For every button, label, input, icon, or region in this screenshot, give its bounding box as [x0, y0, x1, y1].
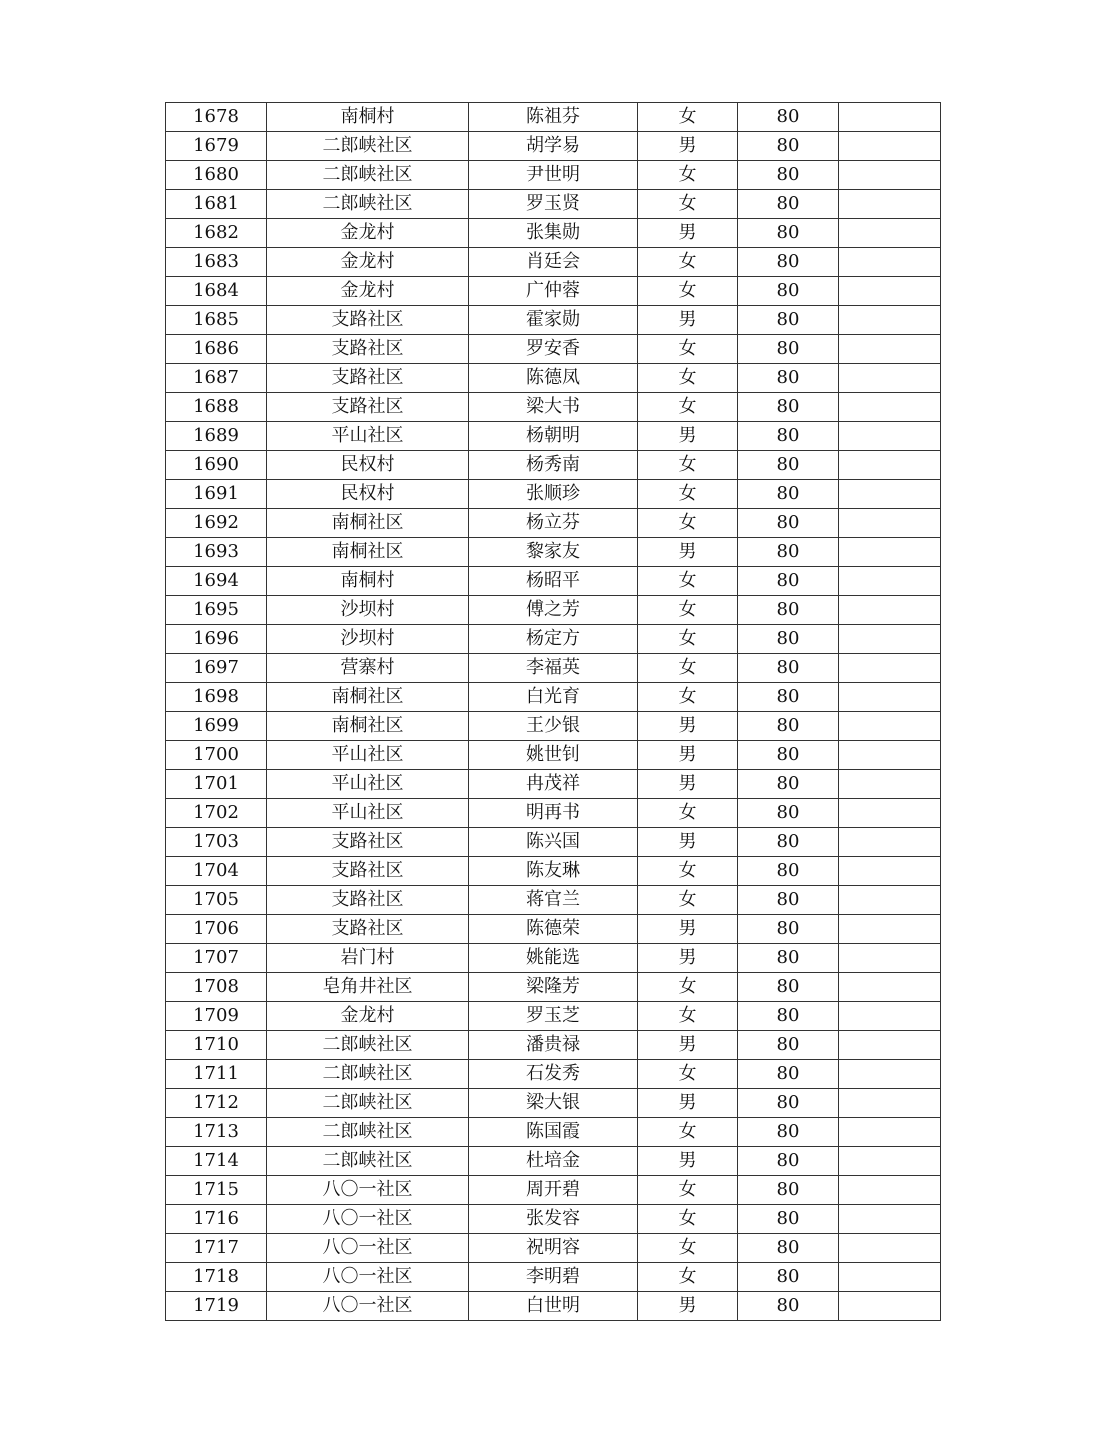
table-row: [166, 1031, 941, 1060]
remark-cell: [839, 828, 941, 857]
gender-cell: 男: [638, 306, 738, 335]
community-cell: 支路社区: [267, 335, 469, 364]
gender-cell: 男: [638, 1031, 738, 1060]
remark-cell: [839, 973, 941, 1002]
name-cell: 陈友琳: [469, 857, 638, 886]
table-row: [166, 190, 941, 219]
age-cell: 80: [738, 1060, 839, 1089]
gender-cell: 女: [638, 567, 738, 596]
gender-cell: 女: [638, 451, 738, 480]
age-cell: 80: [738, 1292, 839, 1321]
table-row: [166, 828, 941, 857]
age-cell: 80: [738, 103, 839, 132]
remark-cell: [839, 161, 941, 190]
gender-cell: 女: [638, 857, 738, 886]
gender-cell: 女: [638, 161, 738, 190]
age-cell: 80: [738, 567, 839, 596]
remark-cell: [839, 335, 941, 364]
community-cell: 南桐村: [267, 103, 469, 132]
community-cell: 二郎峡社区: [267, 190, 469, 219]
table-row: [166, 1263, 941, 1292]
serial-number-cell: 1688: [166, 393, 267, 422]
age-cell: 80: [738, 190, 839, 219]
gender-cell: 女: [638, 248, 738, 277]
serial-number-cell: 1682: [166, 219, 267, 248]
table-row: [166, 306, 941, 335]
age-cell: 80: [738, 248, 839, 277]
gender-cell: 女: [638, 1060, 738, 1089]
gender-cell: 男: [638, 538, 738, 567]
serial-number-cell: 1679: [166, 132, 267, 161]
gender-cell: 女: [638, 654, 738, 683]
table-row: [166, 132, 941, 161]
table-row: [166, 1002, 941, 1031]
remark-cell: [839, 277, 941, 306]
age-cell: 80: [738, 944, 839, 973]
gender-cell: 男: [638, 1292, 738, 1321]
gender-cell: 女: [638, 973, 738, 1002]
gender-cell: 男: [638, 741, 738, 770]
name-cell: 陈德凤: [469, 364, 638, 393]
remark-cell: [839, 1118, 941, 1147]
gender-cell: 女: [638, 886, 738, 915]
community-cell: 金龙村: [267, 219, 469, 248]
community-cell: 支路社区: [267, 857, 469, 886]
serial-number-cell: 1692: [166, 509, 267, 538]
gender-cell: 男: [638, 712, 738, 741]
age-cell: 80: [738, 886, 839, 915]
serial-number-cell: 1716: [166, 1205, 267, 1234]
remark-cell: [839, 683, 941, 712]
serial-number-cell: 1710: [166, 1031, 267, 1060]
community-cell: 平山社区: [267, 422, 469, 451]
serial-number-cell: 1712: [166, 1089, 267, 1118]
gender-cell: 女: [638, 799, 738, 828]
community-cell: 二郎峡社区: [267, 1147, 469, 1176]
name-cell: 杨朝明: [469, 422, 638, 451]
gender-cell: 女: [638, 277, 738, 306]
name-cell: 冉茂祥: [469, 770, 638, 799]
name-cell: 陈德荣: [469, 915, 638, 944]
community-cell: 南桐社区: [267, 712, 469, 741]
remark-cell: [839, 306, 941, 335]
name-cell: 广仲蓉: [469, 277, 638, 306]
serial-number-cell: 1706: [166, 915, 267, 944]
serial-number-cell: 1713: [166, 1118, 267, 1147]
age-cell: 80: [738, 799, 839, 828]
gender-cell: 女: [638, 683, 738, 712]
serial-number-cell: 1707: [166, 944, 267, 973]
community-cell: 金龙村: [267, 248, 469, 277]
remark-cell: [839, 741, 941, 770]
table-row: [166, 219, 941, 248]
community-cell: 南桐村: [267, 567, 469, 596]
age-cell: 80: [738, 1031, 839, 1060]
age-cell: 80: [738, 538, 839, 567]
serial-number-cell: 1694: [166, 567, 267, 596]
age-cell: 80: [738, 364, 839, 393]
remark-cell: [839, 654, 941, 683]
name-cell: 肖廷会: [469, 248, 638, 277]
age-cell: 80: [738, 770, 839, 799]
community-cell: 沙坝村: [267, 625, 469, 654]
community-cell: 二郎峡社区: [267, 1060, 469, 1089]
name-cell: 尹世明: [469, 161, 638, 190]
community-cell: 八〇一社区: [267, 1292, 469, 1321]
table-row: [166, 596, 941, 625]
table-row: [166, 1147, 941, 1176]
table-row: [166, 1118, 941, 1147]
remark-cell: [839, 1031, 941, 1060]
community-cell: 平山社区: [267, 770, 469, 799]
community-cell: 金龙村: [267, 277, 469, 306]
age-cell: 80: [738, 335, 839, 364]
table-row: [166, 364, 941, 393]
table-row: [166, 625, 941, 654]
gender-cell: 女: [638, 335, 738, 364]
table-row: [166, 770, 941, 799]
gender-cell: 女: [638, 1205, 738, 1234]
table-row: [166, 103, 941, 132]
serial-number-cell: 1685: [166, 306, 267, 335]
name-cell: 杨秀南: [469, 451, 638, 480]
gender-cell: 女: [638, 625, 738, 654]
name-cell: 傅之芳: [469, 596, 638, 625]
community-cell: 南桐社区: [267, 683, 469, 712]
remark-cell: [839, 1147, 941, 1176]
serial-number-cell: 1693: [166, 538, 267, 567]
serial-number-cell: 1699: [166, 712, 267, 741]
age-cell: 80: [738, 219, 839, 248]
age-cell: 80: [738, 451, 839, 480]
table-row: [166, 509, 941, 538]
serial-number-cell: 1701: [166, 770, 267, 799]
gender-cell: 女: [638, 190, 738, 219]
table-row: [166, 451, 941, 480]
name-cell: 白世明: [469, 1292, 638, 1321]
serial-number-cell: 1719: [166, 1292, 267, 1321]
age-cell: 80: [738, 1234, 839, 1263]
age-cell: 80: [738, 277, 839, 306]
remark-cell: [839, 393, 941, 422]
age-cell: 80: [738, 596, 839, 625]
community-cell: 八〇一社区: [267, 1205, 469, 1234]
community-cell: 八〇一社区: [267, 1263, 469, 1292]
serial-number-cell: 1689: [166, 422, 267, 451]
age-cell: 80: [738, 741, 839, 770]
gender-cell: 男: [638, 1089, 738, 1118]
community-cell: 营寨村: [267, 654, 469, 683]
age-cell: 80: [738, 857, 839, 886]
remark-cell: [839, 770, 941, 799]
remark-cell: [839, 1292, 941, 1321]
serial-number-cell: 1709: [166, 1002, 267, 1031]
name-cell: 潘贵禄: [469, 1031, 638, 1060]
table-row: [166, 799, 941, 828]
serial-number-cell: 1711: [166, 1060, 267, 1089]
name-cell: 张发容: [469, 1205, 638, 1234]
community-cell: 金龙村: [267, 1002, 469, 1031]
name-cell: 杨昭平: [469, 567, 638, 596]
table-row: [166, 1089, 941, 1118]
serial-number-cell: 1718: [166, 1263, 267, 1292]
gender-cell: 女: [638, 1176, 738, 1205]
name-cell: 白光育: [469, 683, 638, 712]
table-row: [166, 567, 941, 596]
remark-cell: [839, 1205, 941, 1234]
table-row: [166, 654, 941, 683]
remark-cell: [839, 538, 941, 567]
gender-cell: 女: [638, 364, 738, 393]
remark-cell: [839, 567, 941, 596]
community-cell: 二郎峡社区: [267, 161, 469, 190]
remark-cell: [839, 886, 941, 915]
age-cell: 80: [738, 828, 839, 857]
remark-cell: [839, 422, 941, 451]
remark-cell: [839, 799, 941, 828]
name-cell: 张顺珍: [469, 480, 638, 509]
table-row: [166, 422, 941, 451]
name-cell: 梁隆芳: [469, 973, 638, 1002]
table-row: [166, 886, 941, 915]
name-cell: 杜培金: [469, 1147, 638, 1176]
community-cell: 民权村: [267, 451, 469, 480]
gender-cell: 女: [638, 1002, 738, 1031]
name-cell: 陈国霞: [469, 1118, 638, 1147]
name-cell: 周开碧: [469, 1176, 638, 1205]
remark-cell: [839, 1089, 941, 1118]
gender-cell: 男: [638, 915, 738, 944]
serial-number-cell: 1708: [166, 973, 267, 1002]
age-cell: 80: [738, 1118, 839, 1147]
remark-cell: [839, 857, 941, 886]
name-cell: 罗玉贤: [469, 190, 638, 219]
serial-number-cell: 1697: [166, 654, 267, 683]
serial-number-cell: 1714: [166, 1147, 267, 1176]
remark-cell: [839, 480, 941, 509]
serial-number-cell: 1700: [166, 741, 267, 770]
name-cell: 李明碧: [469, 1263, 638, 1292]
table-row: [166, 1234, 941, 1263]
serial-number-cell: 1703: [166, 828, 267, 857]
name-cell: 蒋官兰: [469, 886, 638, 915]
serial-number-cell: 1705: [166, 886, 267, 915]
community-cell: 岩门村: [267, 944, 469, 973]
table-row: [166, 857, 941, 886]
age-cell: 80: [738, 306, 839, 335]
age-cell: 80: [738, 393, 839, 422]
community-cell: 二郎峡社区: [267, 1118, 469, 1147]
table-row: [166, 393, 941, 422]
community-cell: 民权村: [267, 480, 469, 509]
remark-cell: [839, 944, 941, 973]
table-row: [166, 741, 941, 770]
serial-number-cell: 1678: [166, 103, 267, 132]
remark-cell: [839, 1176, 941, 1205]
community-cell: 二郎峡社区: [267, 132, 469, 161]
age-cell: 80: [738, 973, 839, 1002]
name-cell: 李福英: [469, 654, 638, 683]
table-row: [166, 712, 941, 741]
age-cell: 80: [738, 422, 839, 451]
serial-number-cell: 1698: [166, 683, 267, 712]
age-cell: 80: [738, 915, 839, 944]
serial-number-cell: 1681: [166, 190, 267, 219]
name-cell: 霍家勋: [469, 306, 638, 335]
serial-number-cell: 1687: [166, 364, 267, 393]
age-cell: 80: [738, 1176, 839, 1205]
age-cell: 80: [738, 1147, 839, 1176]
serial-number-cell: 1715: [166, 1176, 267, 1205]
gender-cell: 女: [638, 480, 738, 509]
community-cell: 平山社区: [267, 799, 469, 828]
remark-cell: [839, 248, 941, 277]
remark-cell: [839, 1060, 941, 1089]
gender-cell: 男: [638, 770, 738, 799]
gender-cell: 男: [638, 828, 738, 857]
age-cell: 80: [738, 654, 839, 683]
age-cell: 80: [738, 1002, 839, 1031]
name-cell: 石发秀: [469, 1060, 638, 1089]
gender-cell: 女: [638, 1263, 738, 1292]
remark-cell: [839, 451, 941, 480]
name-cell: 明再书: [469, 799, 638, 828]
table-row: [166, 335, 941, 364]
name-cell: 杨定方: [469, 625, 638, 654]
age-cell: 80: [738, 132, 839, 161]
remark-cell: [839, 190, 941, 219]
name-cell: 黎家友: [469, 538, 638, 567]
roster-table: [165, 102, 941, 1321]
serial-number-cell: 1691: [166, 480, 267, 509]
table-row: [166, 277, 941, 306]
community-cell: 南桐社区: [267, 538, 469, 567]
serial-number-cell: 1686: [166, 335, 267, 364]
name-cell: 祝明容: [469, 1234, 638, 1263]
age-cell: 80: [738, 625, 839, 654]
community-cell: 皂角井社区: [267, 973, 469, 1002]
serial-number-cell: 1717: [166, 1234, 267, 1263]
community-cell: 支路社区: [267, 915, 469, 944]
name-cell: 罗安香: [469, 335, 638, 364]
remark-cell: [839, 132, 941, 161]
gender-cell: 男: [638, 219, 738, 248]
gender-cell: 男: [638, 132, 738, 161]
remark-cell: [839, 1263, 941, 1292]
table-row: [166, 538, 941, 567]
community-cell: 二郎峡社区: [267, 1031, 469, 1060]
name-cell: 姚世钊: [469, 741, 638, 770]
name-cell: 胡学易: [469, 132, 638, 161]
age-cell: 80: [738, 712, 839, 741]
table-row: [166, 1292, 941, 1321]
gender-cell: 女: [638, 103, 738, 132]
name-cell: 梁大银: [469, 1089, 638, 1118]
gender-cell: 女: [638, 393, 738, 422]
name-cell: 张集勋: [469, 219, 638, 248]
table-row: [166, 1205, 941, 1234]
gender-cell: 女: [638, 509, 738, 538]
community-cell: 二郎峡社区: [267, 1089, 469, 1118]
serial-number-cell: 1684: [166, 277, 267, 306]
community-cell: 沙坝村: [267, 596, 469, 625]
remark-cell: [839, 712, 941, 741]
community-cell: 支路社区: [267, 886, 469, 915]
serial-number-cell: 1696: [166, 625, 267, 654]
age-cell: 80: [738, 509, 839, 538]
remark-cell: [839, 509, 941, 538]
age-cell: 80: [738, 1205, 839, 1234]
remark-cell: [839, 364, 941, 393]
gender-cell: 女: [638, 1118, 738, 1147]
age-cell: 80: [738, 683, 839, 712]
community-cell: 支路社区: [267, 828, 469, 857]
community-cell: 平山社区: [267, 741, 469, 770]
remark-cell: [839, 1234, 941, 1263]
serial-number-cell: 1704: [166, 857, 267, 886]
serial-number-cell: 1683: [166, 248, 267, 277]
name-cell: 梁大书: [469, 393, 638, 422]
remark-cell: [839, 1002, 941, 1031]
table-row: [166, 1060, 941, 1089]
gender-cell: 男: [638, 422, 738, 451]
age-cell: 80: [738, 1089, 839, 1118]
table-row: [166, 248, 941, 277]
gender-cell: 女: [638, 1234, 738, 1263]
table-row: [166, 480, 941, 509]
remark-cell: [839, 625, 941, 654]
name-cell: 王少银: [469, 712, 638, 741]
name-cell: 陈兴国: [469, 828, 638, 857]
age-cell: 80: [738, 1263, 839, 1292]
remark-cell: [839, 596, 941, 625]
community-cell: 八〇一社区: [267, 1176, 469, 1205]
table-row: [166, 915, 941, 944]
table-row: [166, 973, 941, 1002]
serial-number-cell: 1695: [166, 596, 267, 625]
table-row: [166, 1176, 941, 1205]
remark-cell: [839, 103, 941, 132]
name-cell: 杨立芬: [469, 509, 638, 538]
gender-cell: 男: [638, 1147, 738, 1176]
gender-cell: 女: [638, 596, 738, 625]
name-cell: 陈祖芬: [469, 103, 638, 132]
community-cell: 支路社区: [267, 306, 469, 335]
community-cell: 支路社区: [267, 364, 469, 393]
age-cell: 80: [738, 480, 839, 509]
age-cell: 80: [738, 161, 839, 190]
name-cell: 姚能选: [469, 944, 638, 973]
remark-cell: [839, 219, 941, 248]
serial-number-cell: 1702: [166, 799, 267, 828]
table-row: [166, 161, 941, 190]
table-row: [166, 944, 941, 973]
serial-number-cell: 1690: [166, 451, 267, 480]
name-cell: 罗玉芝: [469, 1002, 638, 1031]
table-row: [166, 683, 941, 712]
gender-cell: 男: [638, 944, 738, 973]
roster-table-body: [166, 103, 941, 1321]
serial-number-cell: 1680: [166, 161, 267, 190]
remark-cell: [839, 915, 941, 944]
community-cell: 八〇一社区: [267, 1234, 469, 1263]
community-cell: 南桐社区: [267, 509, 469, 538]
community-cell: 支路社区: [267, 393, 469, 422]
